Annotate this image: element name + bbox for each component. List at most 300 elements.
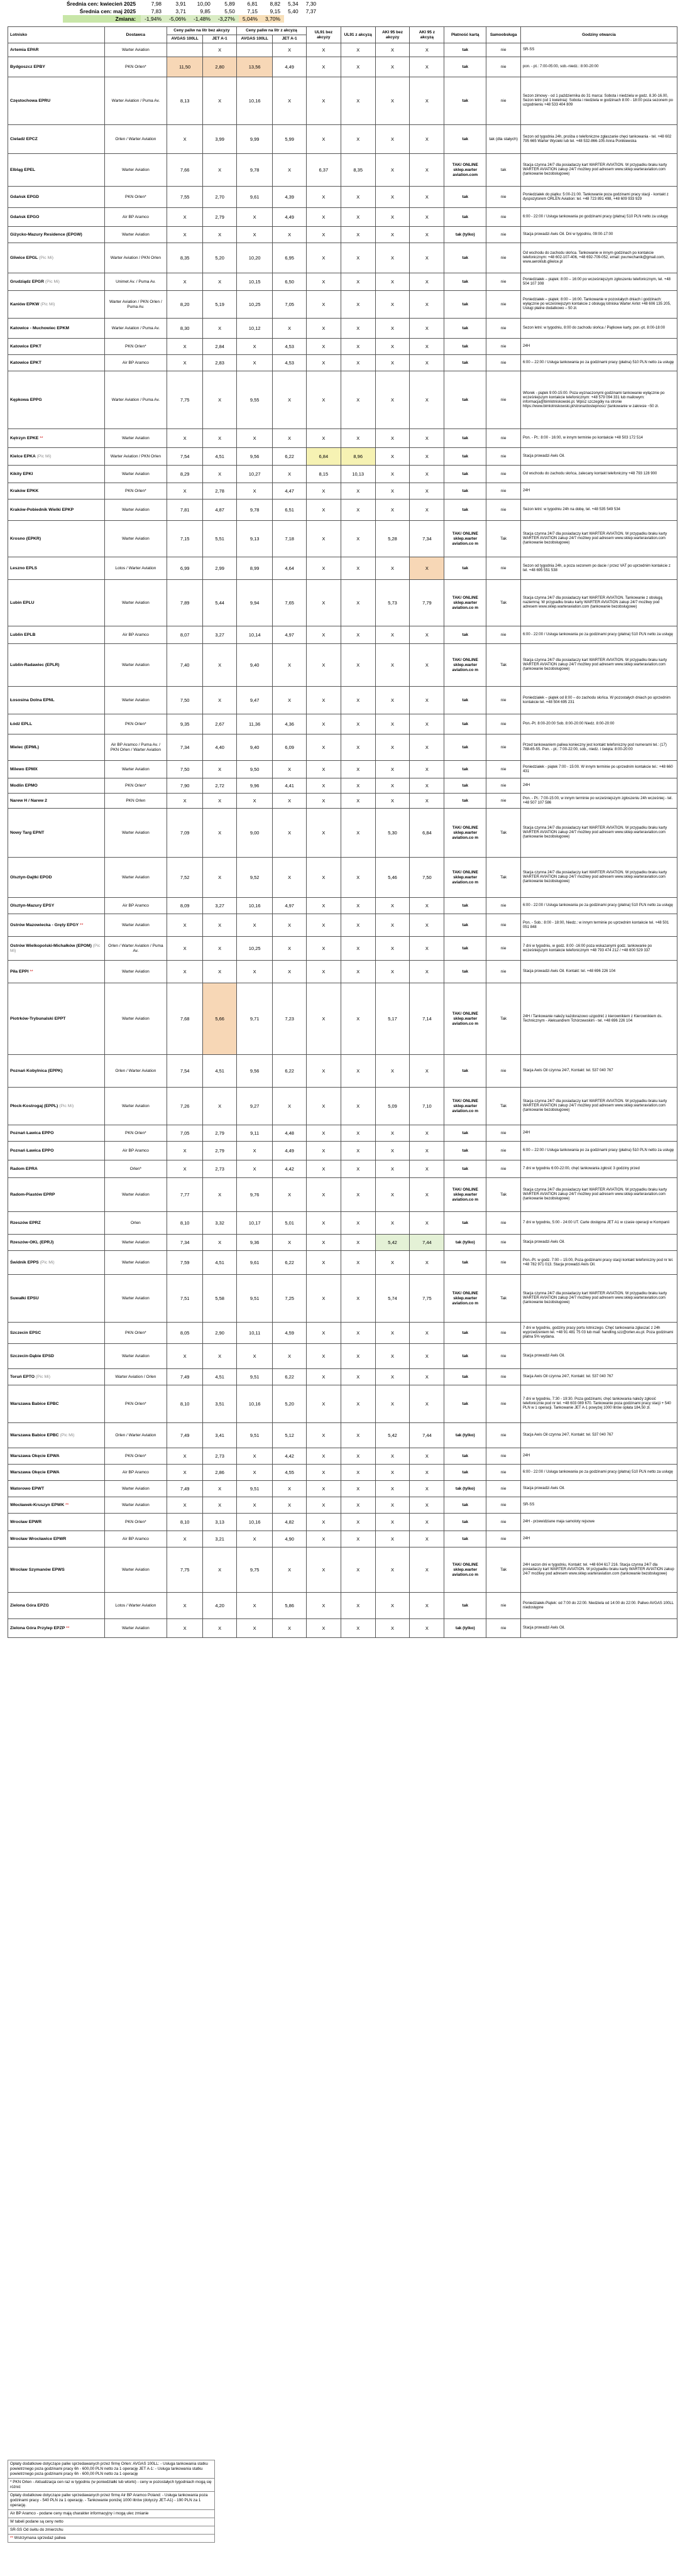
card-payment: tak [444, 1212, 486, 1235]
airport-name [8, 914, 105, 937]
price-cell: X [410, 1344, 444, 1369]
price-cell: X [306, 57, 341, 77]
airport-name [8, 1235, 105, 1251]
price-cell: X [375, 734, 410, 761]
airport-name [8, 448, 105, 466]
supplier: PKN Orlen [104, 794, 167, 809]
price-cell: 7,59 [167, 1251, 203, 1275]
price-cell: 8,35 [341, 154, 375, 187]
table-row [8, 521, 677, 557]
table-row [8, 1088, 677, 1125]
card-payment: TAK/ ONLINE sklep.warter aviation.co m [444, 809, 486, 858]
price-cell: 6,37 [306, 154, 341, 187]
airport-label: Kętrzyn EPKE [10, 435, 39, 440]
price-cell: X [341, 1178, 375, 1212]
self-service: Tak [486, 1275, 521, 1323]
supplier: PKN Orlen* [104, 1448, 167, 1465]
footer-notes [8, 2460, 215, 2543]
self-service: nie [486, 734, 521, 761]
card-payment: tak [444, 291, 486, 319]
price-cell: 4,36 [273, 714, 307, 734]
price-cell: 4,42 [273, 1448, 307, 1465]
airport-label: Katowice - Muchowiec EPKM [10, 325, 70, 330]
price-cell: X [167, 937, 203, 961]
table-row [8, 43, 677, 57]
price-cell: X [375, 898, 410, 914]
price-cell: X [375, 761, 410, 778]
price-cell: X [236, 355, 273, 371]
supplier: Warter Aviation [104, 580, 167, 626]
price-cell: 6,22 [273, 448, 307, 466]
price-cell: X [410, 1160, 444, 1178]
self-service: Tak [486, 1088, 521, 1125]
price-cell: X [273, 809, 307, 858]
price-cell: X [273, 43, 307, 57]
price-cell: X [375, 1497, 410, 1514]
price-cell: X [341, 1088, 375, 1125]
price-cell: X [203, 1497, 237, 1514]
opening-hours: 7 dni w tygodniu, 5:00 - 24:00 UT. Carte dostępna JET A1 w czasie operacji w Kompanii [521, 1212, 677, 1235]
opening-hours: Stacja czynna 24/7 dla posiadaczy kart WARTER AVIATION. W przypadku braku karty WARTER AVIATION zakup 24/7 możliwy pod adresem www.sklep.warteraviation.com (tankowanie bezobsługowe) [521, 1088, 677, 1125]
price-cell: X [375, 914, 410, 937]
price-cell: 3,27 [203, 626, 237, 644]
airport-tag: (Pic Mi) [35, 1374, 50, 1379]
price-cell: 7,14 [410, 983, 444, 1055]
card-payment: tak [444, 937, 486, 961]
supplier: Air BP Aramco [104, 1465, 167, 1481]
price-cell: X [341, 1275, 375, 1323]
self-service: nie [486, 448, 521, 466]
self-service: nie [486, 1593, 521, 1619]
price-cell: X [167, 227, 203, 243]
price-cell: 5,30 [375, 809, 410, 858]
self-service: nie [486, 273, 521, 291]
price-cell: X [306, 429, 341, 448]
price-cell: X [341, 125, 375, 154]
price-cell: X [167, 1344, 203, 1369]
price-cell: X [273, 227, 307, 243]
card-payment: tak [444, 1448, 486, 1465]
airport-label: Ostrów Mazowiecka - Gręty EPGY [10, 922, 79, 927]
self-service: nie [486, 1055, 521, 1088]
price-cell: X [341, 521, 375, 557]
price-cell: X [341, 1465, 375, 1481]
self-service: nie [486, 355, 521, 371]
airport-label: Cieladź EPCZ [10, 136, 38, 141]
price-cell: 4,90 [273, 1531, 307, 1547]
price-cell: 10,15 [236, 273, 273, 291]
supplier: Warter Aviation / Puma Av. [104, 77, 167, 125]
col-header-jet-z: JET A-1 [273, 35, 307, 43]
airport-name [8, 557, 105, 580]
price-cell: 2,78 [203, 483, 237, 499]
card-payment: TAK/ ONLINE sklep.warter aviation.co m [444, 1547, 486, 1593]
self-service: nie [486, 319, 521, 339]
price-cell: X [203, 77, 237, 125]
supplier: Warter Aviation / PKN Orlen [104, 448, 167, 466]
price-cell: X [410, 778, 444, 794]
self-service: nie [486, 499, 521, 521]
price-cell: X [410, 794, 444, 809]
price-cell: X [341, 355, 375, 371]
price-cell: 10,17 [236, 1212, 273, 1235]
footer-star: ** [10, 2536, 13, 2540]
price-cell: X [341, 429, 375, 448]
supplier: Warter Aviation [104, 914, 167, 937]
opening-hours: 24H [521, 778, 677, 794]
price-cell: 7,51 [167, 1275, 203, 1323]
price-cell: X [410, 273, 444, 291]
price-cell: X [306, 1178, 341, 1212]
airport-label: Olsztyn-Dajtki EPOD [10, 875, 52, 880]
airport-label: Krosno (EPKR) [10, 536, 41, 541]
price-cell: X [375, 626, 410, 644]
price-cell: X [375, 794, 410, 809]
supplier: Warter Aviation [104, 429, 167, 448]
opening-hours: Sezon od tygodnia 24h, prośba o telefoniczne zgłaszanie chęci tankowania - tel. +48 602 795 665 Warter Wycieki lub tel. +48 532-866-105 Anna Ponikiewska [521, 125, 677, 154]
airport-tag: (Pic Mi) [40, 1260, 55, 1265]
card-payment: tak [444, 1593, 486, 1619]
price-cell: X [273, 154, 307, 187]
price-cell: 5,01 [273, 1212, 307, 1235]
price-cell: X [306, 187, 341, 208]
price-cell: X [306, 937, 341, 961]
price-cell: 4,53 [273, 339, 307, 355]
supplier: PKN Orlen* [104, 1514, 167, 1531]
card-payment: tak [444, 557, 486, 580]
airport-name [8, 1055, 105, 1088]
price-cell: 2,79 [203, 1125, 237, 1142]
price-cell: X [341, 644, 375, 687]
airport-label: Mielec (EPML) [10, 745, 40, 750]
opening-hours: 24H [521, 483, 677, 499]
fuel-price-rows [8, 43, 677, 1638]
price-cell: 8,09 [167, 898, 203, 914]
price-cell: X [236, 208, 273, 227]
table-row [8, 208, 677, 227]
table-row [8, 961, 677, 983]
card-payment: TAK/ ONLINE sklep.warter aviation.co m [444, 1178, 486, 1212]
self-service: nie [486, 1212, 521, 1235]
self-service: nie [486, 1160, 521, 1178]
price-cell: X [410, 937, 444, 961]
table-row [8, 557, 677, 580]
price-cell: X [306, 227, 341, 243]
price-cell: X [341, 794, 375, 809]
opening-hours: 7 dni w tygodniu 6:00-22:00, chęć tankowania zgłosić 3 godziny przed [521, 1160, 677, 1178]
supplier: Warter Aviation / PKN Orlen / Puma Av. [104, 291, 167, 319]
airport-label: Rzeszów-OKL (EPRJ) [10, 1240, 54, 1245]
price-cell: X [341, 580, 375, 626]
airport-label: Artemia EPAR [10, 47, 39, 52]
price-cell: X [306, 1275, 341, 1323]
price-cell: X [410, 319, 444, 339]
airport-name [8, 1344, 105, 1369]
price-cell: 7,49 [167, 1369, 203, 1385]
price-cell: 8,13 [167, 77, 203, 125]
col-header-platnosc: Płatność kartą [444, 27, 486, 43]
col-header-lotnisko: Lotnisko [8, 27, 105, 43]
price-cell: 6,95 [273, 243, 307, 273]
supplier: Warter Aviation [104, 687, 167, 714]
monthly-average-summary [63, 0, 320, 23]
price-cell: X [203, 1547, 237, 1593]
price-cell: X [410, 1251, 444, 1275]
price-cell: 7,89 [167, 580, 203, 626]
price-cell: 5,73 [375, 580, 410, 626]
price-cell: 8,10 [167, 1385, 203, 1423]
price-cell: 9,35 [167, 714, 203, 734]
opening-hours: Stacja czynna 24/7 dla posiadaczy kart WARTER AVIATION. W przypadku braku karty WARTER AVIATION zakup 24/7 możliwy pod adresem www.sklep.warteraviation.com (tankowanie bezobsługowe) [521, 858, 677, 898]
price-cell: X [236, 1344, 273, 1369]
price-cell: X [341, 319, 375, 339]
price-cell: 7,77 [167, 1178, 203, 1212]
price-cell: X [375, 961, 410, 983]
airport-label: Kraków EPKK [10, 488, 39, 493]
opening-hours: Stacja Awis Oil czynna 24/7, Kontakt: tel. 537 040 767 [521, 1055, 677, 1088]
self-service: tak [486, 154, 521, 187]
footer-note: Air BP Aramco - podane ceny mają charakter informacyjny i mogą ulec zmianie [8, 2510, 215, 2518]
footer-note: * PKN Orlen - Aktualizacja cen raz w tygodniu (w poniedziałki lub wtorki) - ceny w pozostałych tygodniach mogą się różnić [8, 2479, 215, 2492]
card-payment: tak [444, 371, 486, 429]
price-cell: X [203, 1088, 237, 1125]
price-cell: X [410, 644, 444, 687]
opening-hours: pon. - pt.: 7:00-05:00, sob.-niedz.: 8:00-20:00 [521, 57, 677, 77]
supplier: PKN Orlen* [104, 714, 167, 734]
price-cell: X [273, 687, 307, 714]
opening-hours: 6:00 - 22:00 / Usługa tankowania po godzinami pracy (płatna) 510 PLN netto za usługę [521, 208, 677, 227]
opening-hours: 6:00 – 22:00 / Usługa tankowania po za godzinami pracy (płatna) 510 PLN netto za usługę [521, 1142, 677, 1160]
price-cell: X [306, 858, 341, 898]
price-cell: X [375, 355, 410, 371]
supplier: Warter Aviation / Orlen [104, 1369, 167, 1385]
table-row [8, 644, 677, 687]
price-cell: X [410, 1465, 444, 1481]
table-row [8, 243, 677, 273]
opening-hours: 6:00 – 22:00 / Usługa tankowania po za godzinami pracy (płatna) 510 PLN netto za usługę [521, 355, 677, 371]
opening-hours: SR-SS [521, 43, 677, 57]
self-service: nie [486, 429, 521, 448]
price-cell: X [375, 1619, 410, 1638]
col-header-aki95-bez: AKI 95 bez akcyzy [375, 27, 410, 43]
table-row [8, 57, 677, 77]
airport-label: Wrocław Szymanów EPWS [10, 1567, 65, 1572]
price-cell: X [203, 1178, 237, 1212]
self-service: nie [486, 898, 521, 914]
card-payment: tak [444, 1531, 486, 1547]
airport-label: Toruń EPTO [10, 1374, 35, 1379]
price-cell: 5,09 [375, 1088, 410, 1125]
price-cell: 5,58 [203, 1275, 237, 1323]
price-cell: X [375, 125, 410, 154]
price-cell: X [273, 1235, 307, 1251]
price-cell: X [273, 644, 307, 687]
price-cell: X [341, 937, 375, 961]
opening-hours: Od wschodu do zachodu słońca. Tankowanie w innym godzinach po kontakcie telefonicznym: +48 602-107-406, +48 692-709-052, email: pw.mechanik@gmail.com, www.aeroklub.gliwice.pl [521, 243, 677, 273]
price-cell: 4,42 [273, 1160, 307, 1178]
price-cell: 9,52 [236, 858, 273, 898]
table-row [8, 125, 677, 154]
self-service: nie [486, 57, 521, 77]
airport-tag: (Pic Mi) [59, 1103, 74, 1108]
supplier: PKN Orlen* [104, 57, 167, 77]
airport-name [8, 961, 105, 983]
airport-name [8, 1531, 105, 1547]
price-cell: 10,27 [236, 466, 273, 483]
table-row [8, 291, 677, 319]
airport-name [8, 243, 105, 273]
card-payment: tak [444, 687, 486, 714]
card-payment: TAK/ ONLINE sklep.warter aviation.co m [444, 521, 486, 557]
price-cell: 5,20 [203, 243, 237, 273]
self-service: nie [486, 43, 521, 57]
price-cell: X [341, 43, 375, 57]
price-cell: 5,42 [375, 1235, 410, 1251]
airport-label: Katowice EPKT [10, 360, 41, 365]
self-service: nie [486, 187, 521, 208]
price-cell: X [410, 355, 444, 371]
price-cell: X [273, 466, 307, 483]
price-cell: 7,68 [167, 983, 203, 1055]
airport-name [8, 1497, 105, 1514]
opening-hours: Pon. - Pt.: 8:00 - 16:00, w innym terminie po kontakcie +48 503 172 514 [521, 429, 677, 448]
supplier: PKN Orlen* [104, 1323, 167, 1344]
price-cell: X [341, 1344, 375, 1369]
price-cell: 10,16 [236, 1385, 273, 1423]
table-row [8, 1593, 677, 1619]
supplier: Air BP Aramco [104, 208, 167, 227]
supplier: Air BP Aramco [104, 898, 167, 914]
self-service: nie [486, 1125, 521, 1142]
price-cell: X [341, 1497, 375, 1514]
table-row [8, 187, 677, 208]
card-payment: tak [444, 187, 486, 208]
price-cell: X [273, 937, 307, 961]
price-cell: 8,10 [167, 1212, 203, 1235]
card-payment: tak [444, 273, 486, 291]
card-payment: tak [444, 125, 486, 154]
price-cell: X [341, 557, 375, 580]
opening-hours: Stacja prowadzi Awis Oil. [521, 1481, 677, 1497]
opening-hours: Poniedziałek-Piątek: od 7:00 do 22:00. Niedziela od 14:00 do 22:00. Paliwo AVGAS 100LL niedostępne [521, 1593, 677, 1619]
price-cell: 9,71 [236, 983, 273, 1055]
price-cell: X [341, 1448, 375, 1465]
price-cell: X [273, 1481, 307, 1497]
price-cell: 7,34 [410, 521, 444, 557]
table-row [8, 448, 677, 466]
price-cell: 4,48 [273, 1125, 307, 1142]
airport-tag: (Pic Mi) [36, 454, 52, 459]
price-cell: X [375, 339, 410, 355]
price-cell: X [341, 1125, 375, 1142]
price-cell: 2,79 [203, 208, 237, 227]
airport-name [8, 1619, 105, 1638]
airport-name [8, 43, 105, 57]
supplier: Warter Aviation [104, 761, 167, 778]
table-row [8, 898, 677, 914]
airport-name [8, 371, 105, 429]
opening-hours: Od wschodu do zachodu słońca, zalecany kontakt telefoniczny +48 793 128 900 [521, 466, 677, 483]
price-cell: X [203, 914, 237, 937]
price-cell: 5,28 [375, 521, 410, 557]
price-cell: X [203, 961, 237, 983]
price-cell: 8,10 [167, 1514, 203, 1531]
price-cell: 4,97 [273, 898, 307, 914]
footer-note: Opłaty dodatkowe dotyczące paliw sprzedawanych przez firmę Orlen: AVGAS 100LL: - Usługa tankowania statku powietrznego poza godzinami pracy 6h - 600,00 PLN netto za 1 operację JET A-1: - Usługa tankowania statku powietrznego poza godzinami pracy 6h - 600,00 PLN netto za 1 operację [8, 2460, 215, 2479]
price-cell [236, 43, 273, 57]
price-cell: 7,55 [167, 187, 203, 208]
supplier: Orlen / Warter Aviation / Puma Av. [104, 937, 167, 961]
airport-label: Radom-Piastów EPRP [10, 1192, 55, 1197]
price-cell: 7,09 [167, 809, 203, 858]
airport-label: Narew H / Narew 2 [10, 798, 47, 803]
opening-hours: Poniedziałek – piątek od 8:00 – do zachodu słońca. W pozostałych dniach po uprzednim kontakcie tel. +48 504 695 231 [521, 687, 677, 714]
airport-name [8, 57, 105, 77]
price-cell: X [306, 1547, 341, 1593]
price-cell: X [203, 1344, 237, 1369]
price-cell: X [236, 1619, 273, 1638]
col-header-samoobsluga: Samoobsługa [486, 27, 521, 43]
card-payment: tak [444, 77, 486, 125]
card-payment: tak [444, 1344, 486, 1369]
airport-name [8, 1125, 105, 1142]
price-cell: X [375, 319, 410, 339]
price-cell: 3,51 [203, 1385, 237, 1423]
price-cell: X [410, 1514, 444, 1531]
opening-hours: Sezon letni: w tygodniu, 8:00 do zachodu słońca / Piątkowe karty, pon.-pt. 8:00-18:00 [521, 319, 677, 339]
opening-hours: 6:00 - 22:00 / Usługa tankowania po za godzinami pracy (płatna) 510 PLN netto za usługę [521, 626, 677, 644]
price-cell: X [341, 1160, 375, 1178]
price-cell: X [341, 1369, 375, 1385]
opening-hours: Stacja prowadzi Awis Oil. [521, 1235, 677, 1251]
price-cell: X [236, 1160, 273, 1178]
airport-name [8, 1593, 105, 1619]
suspended-marker: ** [38, 435, 43, 440]
price-cell: 7,75 [167, 371, 203, 429]
price-cell: 6,09 [273, 734, 307, 761]
price-cell: X [375, 57, 410, 77]
price-cell: X [167, 208, 203, 227]
airport-name [8, 77, 105, 125]
price-cell: X [375, 499, 410, 521]
price-cell: X [236, 1465, 273, 1481]
airport-name [8, 1514, 105, 1531]
price-cell: X [375, 154, 410, 187]
price-cell: 9,40 [236, 734, 273, 761]
card-payment: tak [444, 483, 486, 499]
supplier: Warter Aviation [104, 43, 167, 57]
footer-note: SR-SS Od świtu do zmierzchu [8, 2526, 215, 2535]
airport-name [8, 794, 105, 809]
price-cell: X [375, 714, 410, 734]
card-payment: tak [444, 1125, 486, 1142]
price-cell: X [375, 1125, 410, 1142]
self-service: Tak [486, 983, 521, 1055]
price-cell: X [306, 243, 341, 273]
price-cell: X [341, 291, 375, 319]
price-cell: X [203, 319, 237, 339]
airport-name [8, 273, 105, 291]
table-row [8, 1251, 677, 1275]
airport-name [8, 1385, 105, 1423]
price-cell: X [167, 1531, 203, 1547]
price-cell: X [203, 809, 237, 858]
card-payment: tak [444, 1497, 486, 1514]
price-cell: X [167, 339, 203, 355]
price-cell: X [410, 1178, 444, 1212]
table-row [8, 778, 677, 794]
supplier: Warter Aviation / Puma Av. [104, 319, 167, 339]
